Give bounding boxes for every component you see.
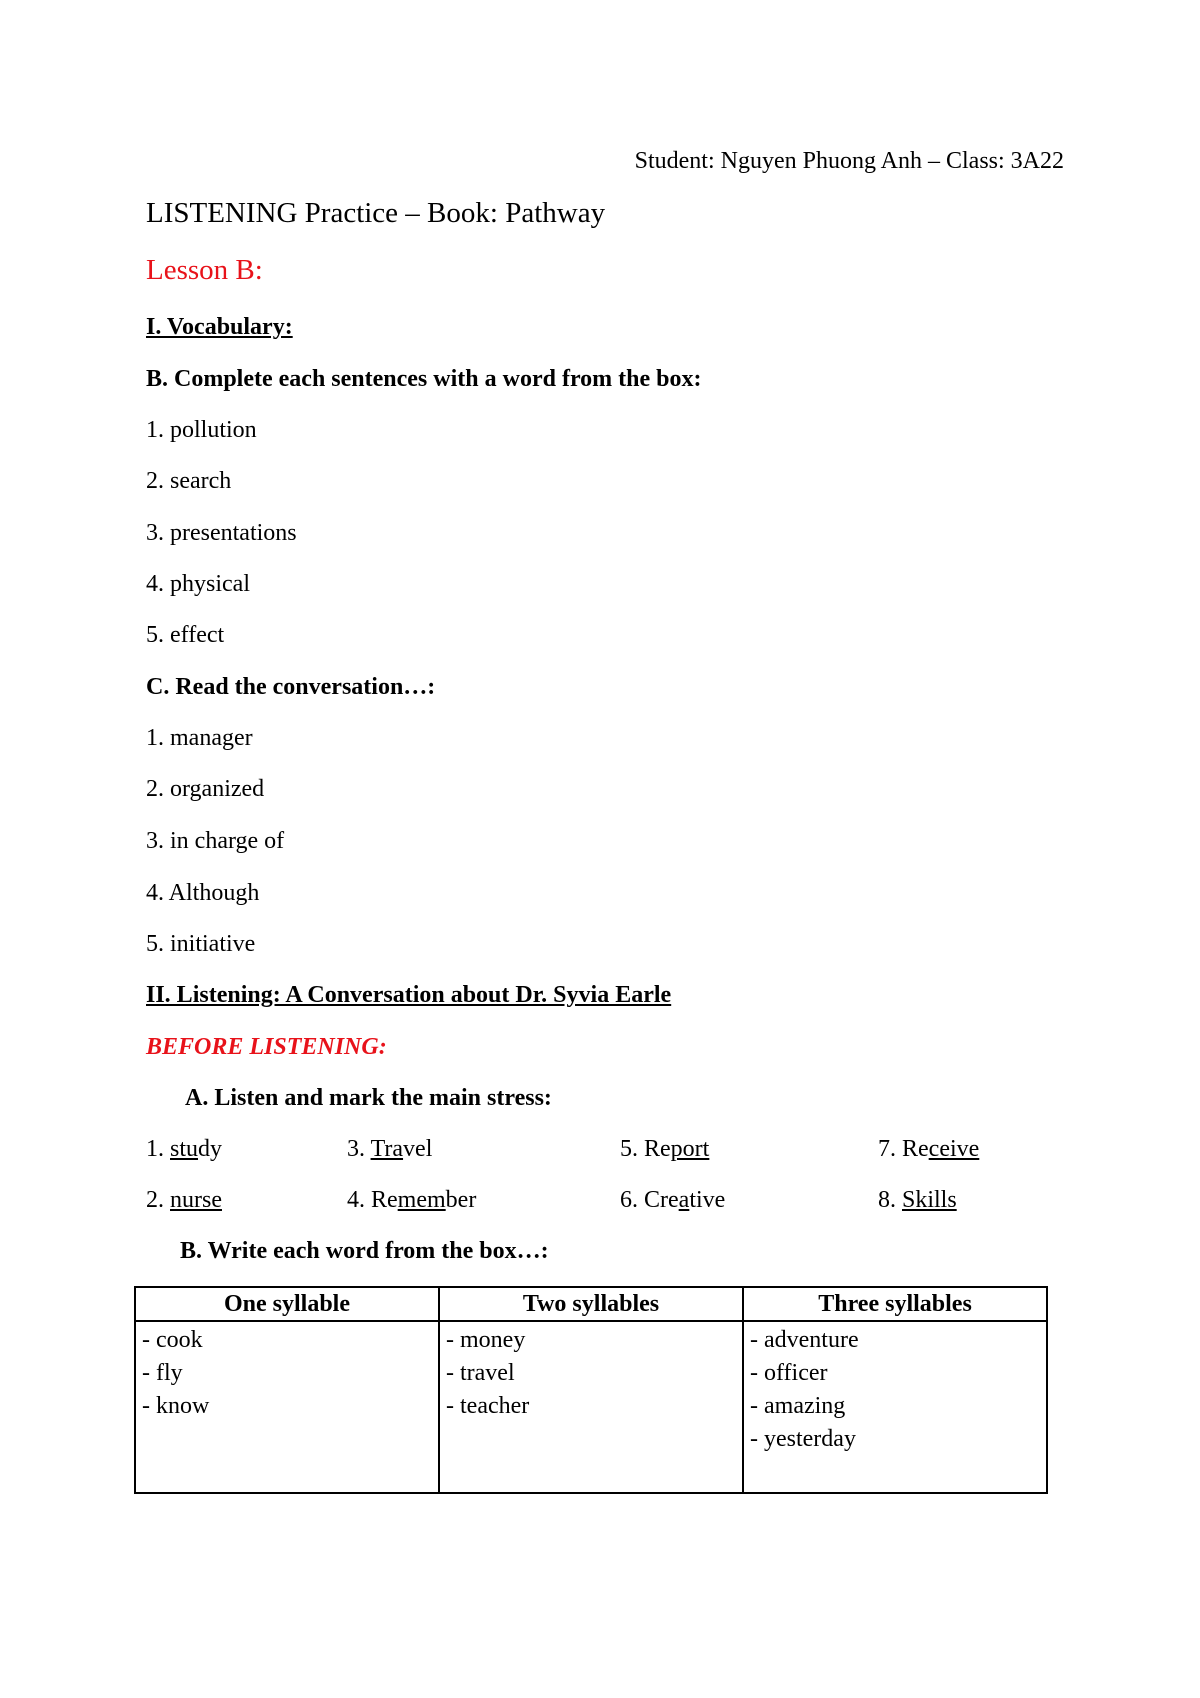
part-a-heading: A. Listen and mark the main stress: [185,1085,552,1111]
table-cell-item: - fly [142,1360,183,1386]
list-item: 2. search [146,468,232,494]
vocab-part-c-heading: C. Read the conversation…: [146,674,436,700]
vocab-part-b-heading: B. Complete each sentences with a word from the box: [146,366,702,392]
table-cell [439,1321,743,1493]
stress-word: 8. Skills [878,1187,957,1213]
stress-word: 7. Receive [878,1136,980,1162]
student-info: Student: Nguyen Phuong Anh – Class: 3A22 [634,148,1064,174]
list-item: 2. organized [146,776,265,802]
table-cell-item: - travel [446,1360,515,1386]
before-listening-label: BEFORE LISTENING: [146,1034,387,1060]
stress-word: 4. Remember [347,1187,477,1213]
table-header: One syllable [135,1287,439,1321]
listening-heading: II. Listening: A Conversation about Dr. Syvia Earle [146,982,672,1008]
list-item: 3. in charge of [146,828,285,854]
page-title: LISTENING Practice – Book: Pathway [146,197,606,229]
table-cell-item: - know [142,1393,210,1419]
list-item: 1. manager [146,725,253,751]
list-item: 4. Although [146,880,260,906]
stress-word: 3. Travel [347,1136,433,1162]
stress-word: 5. Report [620,1136,710,1162]
table-cell-item: - money [446,1327,526,1353]
table-cell [135,1321,439,1493]
vocabulary-heading: I. Vocabulary: [146,314,293,340]
table-cell-item: - adventure [750,1327,859,1353]
list-item: 5. initiative [146,931,256,957]
part-b-heading: B. Write each word from the box…: [180,1238,549,1264]
lesson-heading: Lesson B: [146,254,263,286]
table-header: Three syllables [743,1287,1047,1321]
stress-word: 2. nurse [146,1187,222,1213]
table-cell-item: - amazing [750,1393,846,1419]
list-item: 3. presentations [146,520,297,546]
table-cell-item: - cook [142,1327,203,1353]
table-cell-item: - yesterday [750,1426,856,1452]
list-item: 5. effect [146,622,225,648]
table-header: Two syllables [439,1287,743,1321]
table-cell [743,1321,1047,1493]
list-item: 4. physical [146,571,250,597]
syllable-table [134,1286,1048,1494]
table-cell-item: - officer [750,1360,828,1386]
list-item: 1. pollution [146,417,257,443]
stress-word: 6. Creative [620,1187,726,1213]
table-cell-item: - teacher [446,1393,530,1419]
stress-word: 1. study [146,1136,223,1162]
